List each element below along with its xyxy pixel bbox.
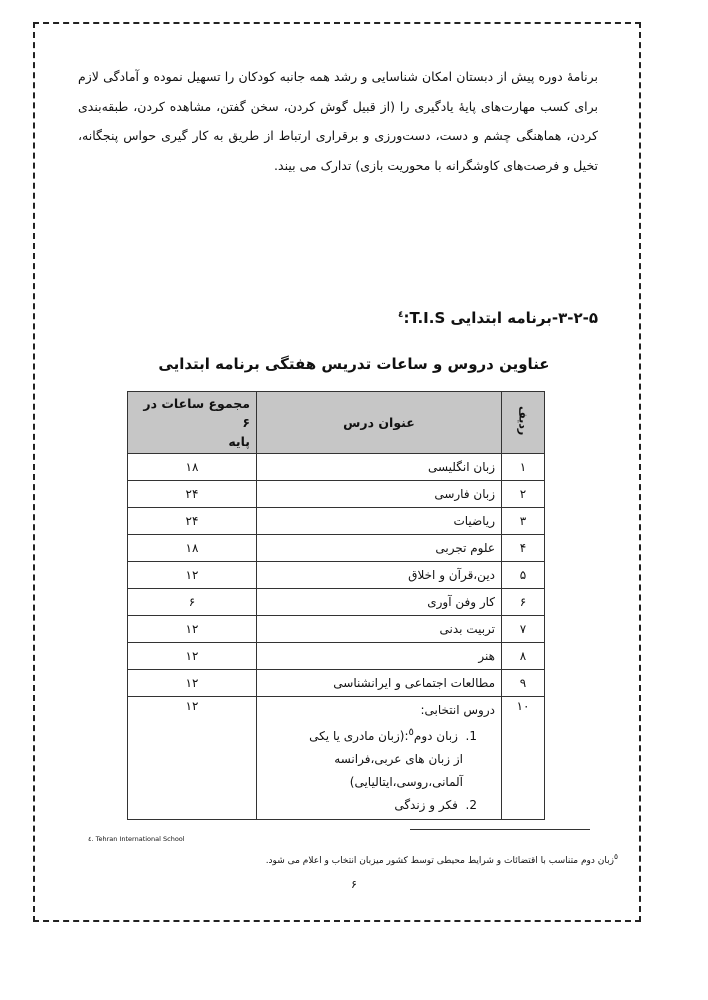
course-hours: ۱۲ bbox=[128, 643, 257, 670]
table-title: عناوین دروس و ساعات تدریس هفتگی برنامه ابتدایی bbox=[158, 355, 550, 373]
intro-paragraph: برنامهٔ دوره پیش از دبستان امکان شناسایی و رشد همه جانبه کودکان را تسهیل نموده و آمادگی لازم برای کسب مهارت‌های پایهٔ یادگیری را (از قبیل گوش کردن، سخن گفتن، مشاهده کردن، طبقه‌بندی کردن، هماهنگی چشم و دست، دست‌ورزی و برقراری ارتباط از طریق به کار گیری حواس پنجگانه، تخیل و فرصت‌های کاوشگرانه با محوریت بازی) تدارک می بیند. bbox=[78, 69, 598, 173]
row-number: ۵ bbox=[502, 562, 545, 589]
row-number: ۴ bbox=[502, 535, 545, 562]
table-row bbox=[128, 454, 545, 481]
row-number: ۱ bbox=[502, 454, 545, 481]
course-hours: ۱۲ bbox=[128, 562, 257, 589]
course-title: مطالعات اجتماعی و ایرانشناسی bbox=[257, 670, 502, 697]
course-hours: ۱۲ bbox=[128, 670, 257, 697]
course-hours: ۶ bbox=[128, 589, 257, 616]
row-number: ۲ bbox=[502, 481, 545, 508]
header-total-hours bbox=[128, 392, 257, 454]
course-title: هنر bbox=[257, 643, 502, 670]
footnote-farsi-marker: ٥ bbox=[613, 852, 618, 861]
elective-item2-text: فکر و زندگی bbox=[394, 798, 458, 812]
footnote-english: ٤. Tehran International School bbox=[88, 835, 185, 843]
elective-list bbox=[263, 721, 495, 817]
course-title: علوم تجربی bbox=[257, 535, 502, 562]
row-number: ۱۰ bbox=[502, 697, 545, 820]
row-number: ۸ bbox=[502, 643, 545, 670]
elective-item1-text-rest: :(زبان مادری یا یکی bbox=[309, 729, 409, 743]
page-number: ۶ bbox=[351, 878, 357, 891]
row-number: ۳ bbox=[502, 508, 545, 535]
course-hours: ۱۲ bbox=[128, 697, 257, 820]
section-heading bbox=[398, 309, 598, 327]
table-row bbox=[128, 643, 545, 670]
courses-table bbox=[127, 391, 545, 820]
row-number: ۷ bbox=[502, 616, 545, 643]
course-hours: ۲۴ bbox=[128, 481, 257, 508]
table-header-row bbox=[128, 392, 545, 454]
table-row bbox=[128, 535, 545, 562]
elective-item bbox=[263, 721, 477, 748]
table-row bbox=[128, 562, 545, 589]
header-hours-line1: مجموع ساعات در ۶ bbox=[143, 396, 250, 430]
header-row-number: ردیف bbox=[502, 392, 545, 454]
course-title: ریاضیات bbox=[257, 508, 502, 535]
footnote-farsi-text: زبان دوم متناسب با اقتضائات و شرایط محیطی توسط کشور میزبان انتخاب و اعلام می شود. bbox=[265, 856, 614, 866]
footnote-divider bbox=[410, 829, 590, 830]
table-row bbox=[128, 616, 545, 643]
course-hours: ۲۴ bbox=[128, 508, 257, 535]
course-title: دین،قرآن و اخلاق bbox=[257, 562, 502, 589]
table-row bbox=[128, 589, 545, 616]
course-title: زبان انگلیسی bbox=[257, 454, 502, 481]
elective-intro: دروس انتخابی: bbox=[420, 703, 495, 717]
section-heading-footnote-marker: ٤ bbox=[398, 310, 404, 320]
elective-item-marker: 1. bbox=[465, 729, 477, 743]
header-hours-line2: پایه bbox=[228, 434, 250, 449]
elective-item-continuation: از زبان های عربی،فرانسه bbox=[334, 752, 463, 766]
elective-item-continuation: آلمانی،روسی،ایتالیایی) bbox=[349, 775, 463, 789]
footnote-farsi bbox=[266, 852, 618, 866]
row-number: ۶ bbox=[502, 589, 545, 616]
elective-courses-cell bbox=[257, 697, 502, 820]
course-title: زبان فارسی bbox=[257, 481, 502, 508]
table-row bbox=[128, 670, 545, 697]
course-hours: ۱۸ bbox=[128, 454, 257, 481]
course-hours: ۱۸ bbox=[128, 535, 257, 562]
table-row bbox=[128, 508, 545, 535]
course-title: کار وفن آوری bbox=[257, 589, 502, 616]
course-title: تربیت بدنی bbox=[257, 616, 502, 643]
elective-item bbox=[263, 794, 477, 817]
elective-item1-text: زبان دوم bbox=[413, 729, 458, 743]
header-course-title: عنوان درس bbox=[257, 392, 502, 454]
elective-footnote-marker: ٥ bbox=[408, 727, 414, 738]
row-number: ۹ bbox=[502, 670, 545, 697]
section-heading-text: ۳-۲-۵-برنامه ابتدایی T.I.S: bbox=[403, 309, 598, 327]
table-row-elective bbox=[128, 697, 545, 820]
table-row bbox=[128, 481, 545, 508]
course-hours: ۱۲ bbox=[128, 616, 257, 643]
elective-item-marker: 2. bbox=[465, 798, 477, 812]
